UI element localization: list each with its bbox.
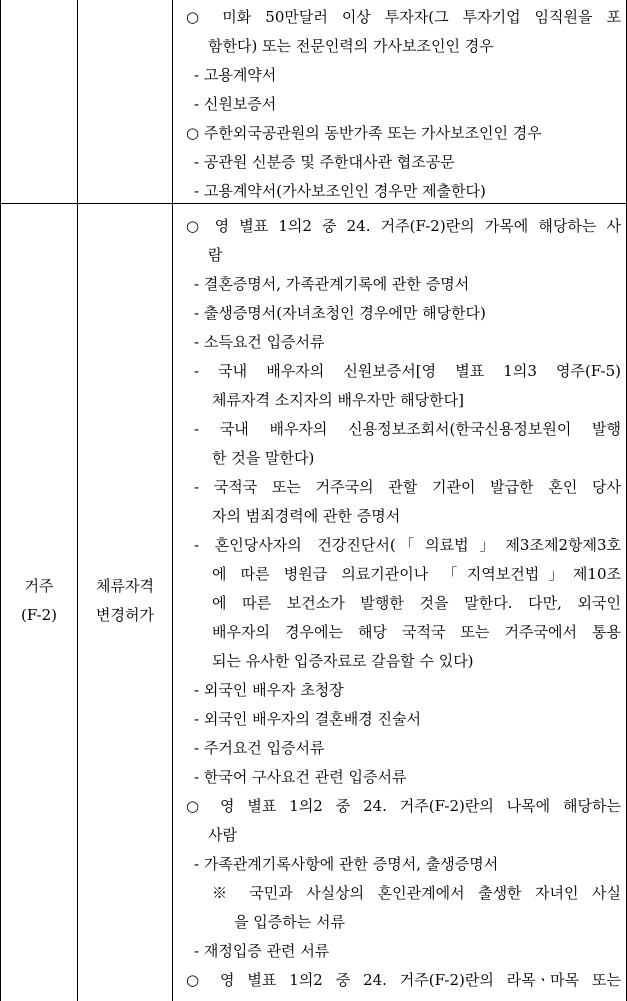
requirement-line: 함한다) 또는 전문인력의 가사보조인인 경우 [208,37,494,55]
requirement-line: - 국적국 또는 거주국의 관할 기관이 발급한 혼인 당사 [194,478,621,496]
requirement-line: - 출생증명서(자녀초청인 경우에만 해당한다) [194,304,486,322]
requirement-line: 을 입증하는 서류 [234,913,345,931]
requirement-line: ○ 영 별표 1의2 중 24. 거주(F-2)란의 나목에 해당하는 [186,797,621,815]
requirement-line: ○ 미화 50만달러 이상 투자자(그 투자기업 임직원을 포 [186,8,621,26]
table-column-divider-2 [172,0,173,1001]
requirement-line: - 혼인당사자의 건강진단서(「의료법」제3조제2항제3호 [194,536,621,554]
requirement-line: ○ 영 별표 1의2 중 24. 거주(F-2)란의 가목에 해당하는 사 [186,217,621,235]
requirement-line: - 외국인 배우자의 결혼배경 진술서 [194,710,422,728]
requirement-line: - 가족관계기록사항에 관한 증명서, 출생증명서 [194,855,499,873]
requirement-line: 람 [208,246,223,264]
requirement-line: ※ 국민과 사실상의 혼인관계에서 출생한 자녀인 사실 [212,884,621,902]
requirement-line: - 주거요건 입증서류 [194,739,325,757]
requirement-line: - 신원보증서 [194,95,277,113]
requirement-line: 되는 유사한 입증자료로 갈음할 수 있다) [212,652,474,670]
requirement-line: - 국내 배우자의 신원보증서[영 별표 1의3 영주(F-5) [194,362,621,380]
status-code: (F-2) [20,606,58,624]
requirement-line: 배우자의 경우에는 해당 국적국 또는 거주국에서 통용 [212,623,621,641]
requirement-line: - 공관원 신분증 및 주한대사관 협조공문 [194,153,455,171]
requirement-line: - 국내 배우자의 신용정보조회서(한국신용정보원이 발행 [194,420,621,438]
requirement-line: - 결혼증명서, 가족관계기록에 관한 증명서 [194,275,470,293]
requirement-line: 에 따른 보건소가 발행한 것을 말한다. 다만, 외국인 [212,594,621,612]
requirement-line: ○ 주한외국공관원의 동반가족 또는 가사보조인인 경우 [186,124,542,142]
status-cell [1,572,77,630]
requirement-line: - 한국어 구사요건 관련 입증서류 [194,768,407,786]
row1-requirements [186,3,621,206]
permit-type-line1: 체류자격 [96,577,154,595]
requirement-line: - 외국인 배우자 초청장 [194,681,344,699]
requirement-line: 한 것을 말한다) [212,449,315,467]
requirement-line: 에 따른 병원급 의료기관이나 「지역보건법」제10조 [212,565,621,583]
requirement-line: 체류자격 소지자의 배우자만 해당한다] [212,391,464,409]
requirement-line: - 소득요건 입증서류 [194,333,325,351]
requirement-line: - 고용계약서(가사보조인인 경우만 제출한다) [194,182,486,200]
requirement-line: - 재정입증 관련 서류 [194,942,330,960]
requirement-line: - 고용계약서 [194,66,277,84]
row2-requirements [186,212,621,995]
table-border-left [0,0,1,1001]
requirement-line: 사람 [208,826,237,844]
requirement-line: ○ 영 별표 1의2 중 24. 거주(F-2)란의 라목ㆍ마목 또는 [186,971,621,989]
permit-cell [78,572,172,630]
status-name: 거주 [24,577,54,595]
table-column-divider-1 [77,0,78,1001]
permit-type-line2: 변경허가 [96,606,154,624]
requirement-line: 자의 범죄경력에 관한 증명서 [212,507,401,525]
